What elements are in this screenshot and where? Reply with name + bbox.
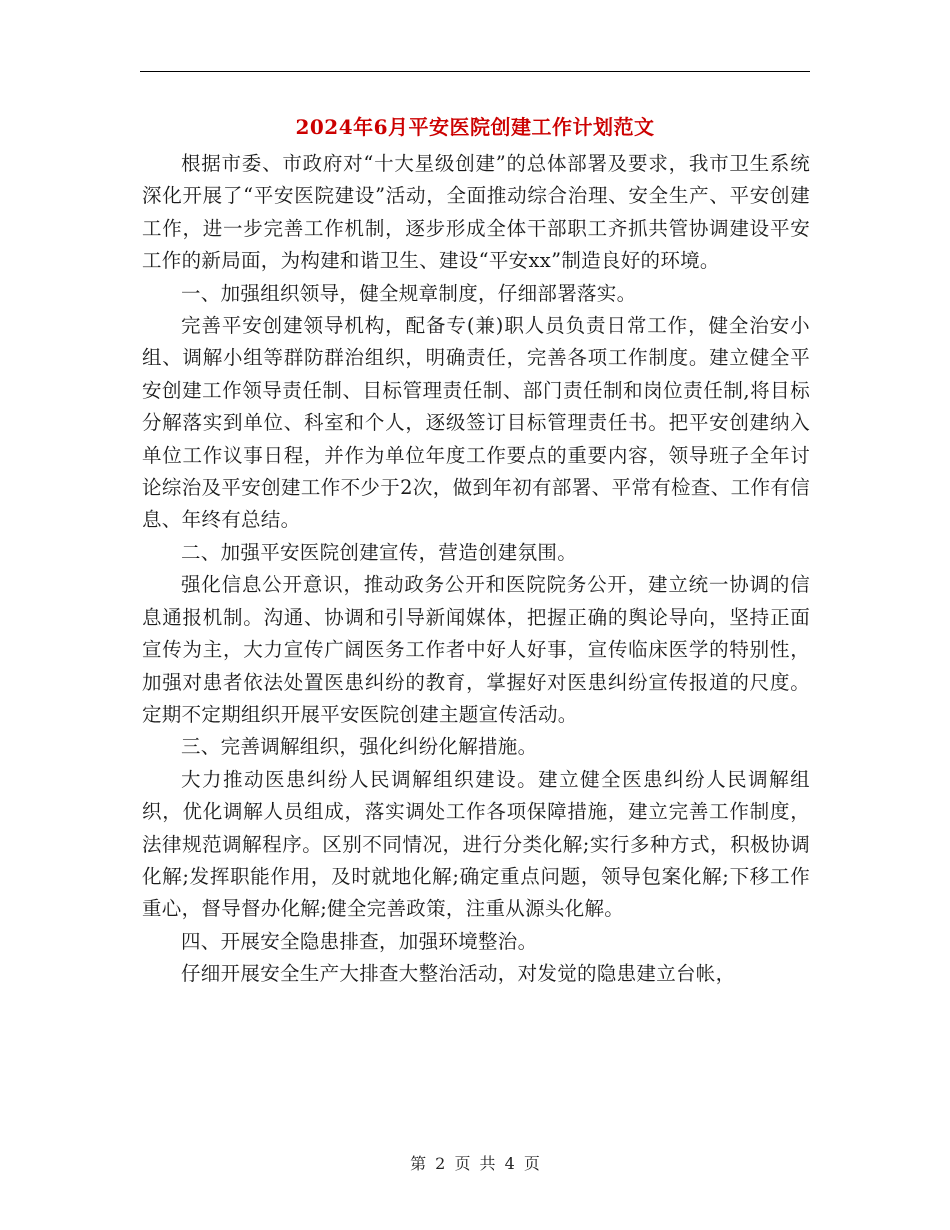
- section-paragraph-3: 大力推动医患纠纷人民调解组织建设。建立健全医患纠纷人民调解组织，优化调解人员组成，落实调处工作各项保障措施，建立完善工作制度，法律规范调解程序。区别不同情况，进行分类化解;实行多种方式，积极协调化解;发挥职能作用，及时就地化解;确定重点问题，领导包案化解;下移工作重心，督导督办化解;健全完善政策，注重从源头化解。: [142, 767, 810, 921]
- section-heading-4: 四、开展安全隐患排查，加强环境整治。: [181, 929, 538, 953]
- document-body: [142, 148, 810, 991]
- section-paragraph-2: 强化信息公开意识，推动政务公开和医院院务公开，建立统一协调的信息通报机制。沟通、协调和引导新闻媒体，把握正确的舆论导向，坚持正面宣传为主，大力宣传广阔医务工作者中好人好事，宣传临床医学的特别性，加强对患者依法处置医患纠纷的教育，掌握好对医患纠纷宣传报道的尺度。定期不定期组织开展平安医院创建主题宣传活动。: [142, 573, 810, 726]
- section-heading-3: 三、完善调解组织，强化纠纷化解措施。: [181, 735, 538, 759]
- page-number-footer: 第 2 页 共 4 页: [410, 1154, 540, 1173]
- section-heading-1: 一、加强组织领导，健全规章制度，仔细部署落实。: [181, 281, 637, 305]
- intro-paragraph: 根据市委、市政府对“十大星级创建”的总体部署及要求，我市卫生系统深化开展了“平安医院建设”活动，全面推动综合治理、安全生产、平安创建工作，进一步完善工作机制，逐步形成全体干部职工齐抓共管协调建设平安工作的新局面，为构建和谐卫生、建设“平安xx”制造良好的环境。: [142, 152, 810, 273]
- section-paragraph-4: 仔细开展安全生产大排查大整治活动，对发觉的隐患建立台帐，: [181, 962, 736, 986]
- section-paragraph-1: 完善平安创建领导机构，配备专(兼)职人员负责日常工作，健全治安小组、调解小组等群防群治组织，明确责任，完善各项工作制度。建立健全平安创建工作领导责任制、目标管理责任制、部门责任制和岗位责任制,将目标分解落实到单位、科室和个人，逐级签订目标管理责任书。把平安创建纳入单位工作议事日程，并作为单位年度工作要点的重要内容，领导班子全年讨论综治及平安创建工作不少于2次，做到年初有部署、平常有检查、工作有信息、年终有总结。: [142, 314, 810, 532]
- document-title: 2024年6月平安医院创建工作计划范文: [295, 115, 655, 139]
- section-heading-2: 二、加强平安医院创建宣传，营造创建氛围。: [181, 540, 578, 564]
- header-rule: [140, 71, 810, 72]
